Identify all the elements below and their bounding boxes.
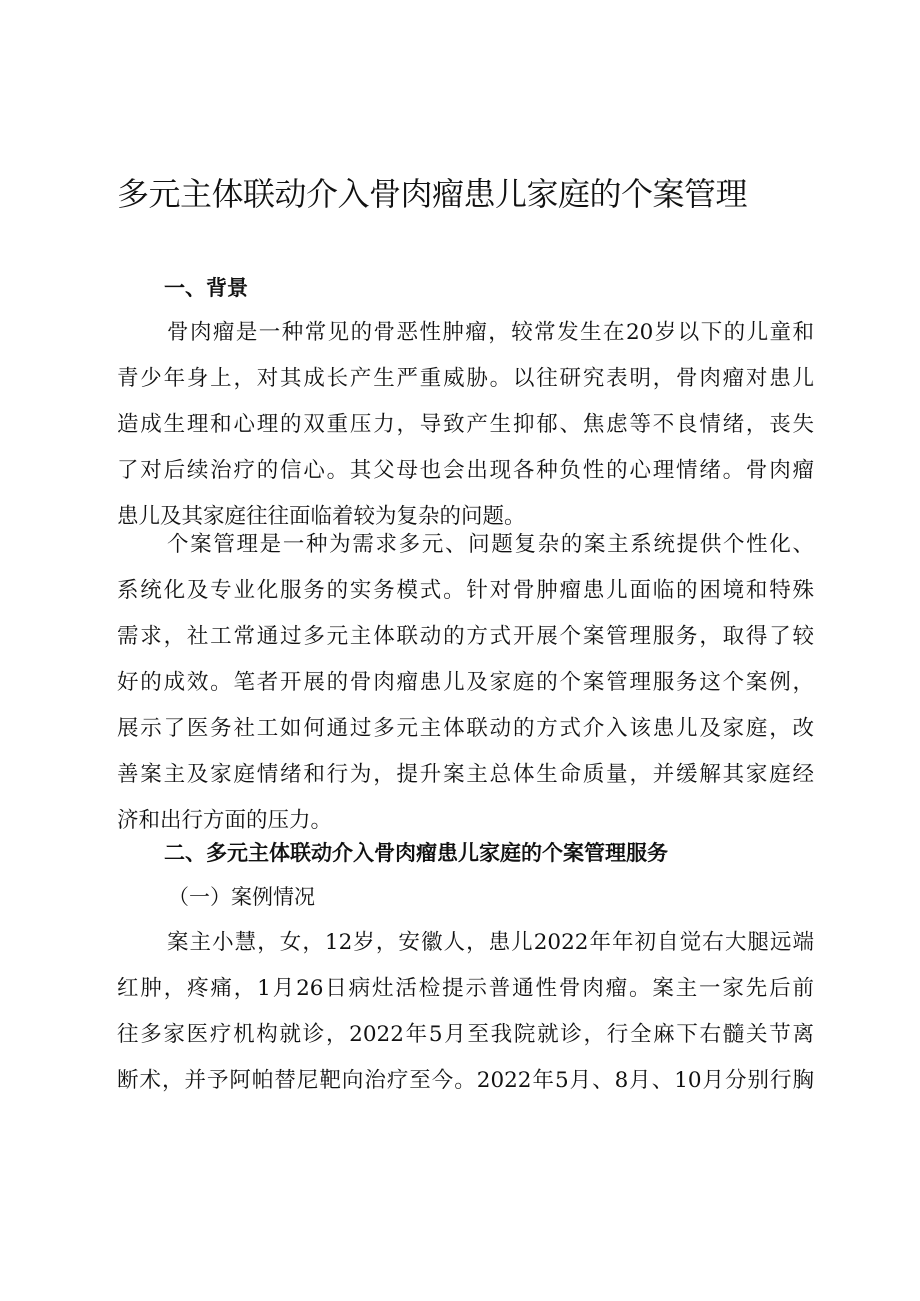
paragraph-line: 造成生理和心理的双重压力，导致产生抑郁、焦虑等不良情绪，丧失: [117, 412, 814, 437]
paragraph-case-info: [117, 920, 814, 1104]
paragraph-background-1: [117, 310, 814, 540]
paragraph-line: 个案管理是一种为需求多元、问题复杂的案主系统提供个性化、: [167, 532, 814, 557]
subsection-heading-case-info: （一）案例情况: [168, 885, 315, 909]
paragraph-line: 青少年身上，对其成长产生严重威胁。以往研究表明，骨肉瘤对患儿: [117, 366, 814, 391]
document-title: 多元主体联动介入骨肉瘤患儿家庭的个案管理: [117, 175, 748, 213]
paragraph-line: 展示了医务社工如何通过多元主体联动的方式介入该患儿及家庭，改: [117, 716, 814, 741]
paragraph-line: 善案主及家庭情绪和行为，提升案主总体生命质量，并缓解其家庭经: [117, 762, 814, 787]
paragraph-line: 患儿及其家庭往往面临着较为复杂的问题。: [117, 504, 526, 529]
paragraph-line: 需求，社工常通过多元主体联动的方式开展个案管理服务，取得了较: [117, 624, 814, 649]
paragraph-line: 骨肉瘤是一种常见的骨恶性肿瘤，较常发生在20岁以下的儿童和: [167, 320, 814, 345]
paragraph-line: 好的成效。笔者开展的骨肉瘤患儿及家庭的个案管理服务这个案例，: [117, 670, 814, 695]
section-heading-case-management: 二、多元主体联动介入骨肉瘤患儿家庭的个案管理服务: [164, 841, 668, 865]
paragraph-line: 了对后续治疗的信心。其父母也会出现各种负性的心理情绪。骨肉瘤: [117, 458, 814, 483]
paragraph-line: 往多家医疗机构就诊，2022年5月至我院就诊，行全麻下右髓关节离: [117, 1022, 814, 1047]
paragraph-background-2: [117, 522, 814, 844]
paragraph-line: 案主小慧，女，12岁，安徽人，患儿2022年年初自觉右大腿远端: [167, 930, 814, 955]
paragraph-line: 断术，并予阿帕替尼靶向治疗至今。2022年5月、8月、10月分别行胸: [117, 1068, 814, 1093]
paragraph-line: 红肿，疼痛，1月26日病灶活检提示普通性骨肉瘤。案主一家先后前: [117, 976, 814, 1001]
paragraph-line: 济和出行方面的压力。: [117, 808, 333, 833]
section-heading-background: 一、背景: [164, 276, 248, 300]
paragraph-line: 系统化及专业化服务的实务模式。针对骨肿瘤患儿面临的困境和特殊: [117, 578, 814, 603]
